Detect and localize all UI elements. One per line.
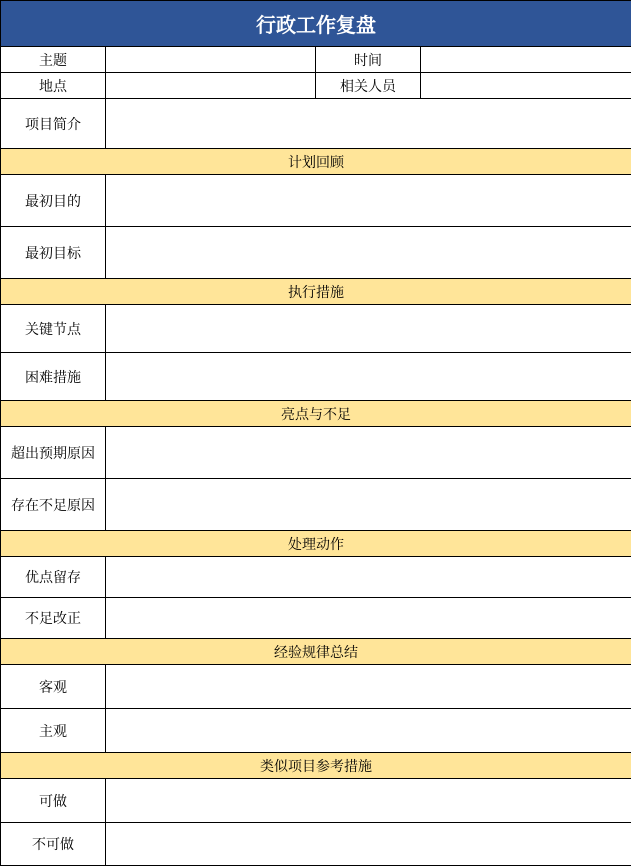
row-label-initial-goal: 最初目标 [1, 227, 106, 279]
intro-value-cell[interactable] [106, 99, 631, 149]
sheet-title: 行政工作复盘 [1, 1, 631, 47]
row-value-key-milestones[interactable] [106, 305, 631, 353]
time-value-cell[interactable] [421, 47, 631, 73]
row-value-exceed-reason[interactable] [106, 427, 631, 479]
row-value-shortfall-reason[interactable] [106, 479, 631, 531]
row-label-fix-weaknesses: 不足改正 [1, 598, 106, 639]
row-value-subjective[interactable] [106, 709, 631, 753]
time-label: 时间 [316, 47, 421, 73]
topic-label: 主题 [1, 47, 106, 73]
row-label-do: 可做 [1, 779, 106, 823]
row-value-difficulty-measures[interactable] [106, 353, 631, 401]
row-label-keep-strengths: 优点留存 [1, 557, 106, 598]
row-label-objective: 客观 [1, 665, 106, 709]
row-value-initial-goal[interactable] [106, 227, 631, 279]
section-header-execution: 执行措施 [1, 279, 631, 305]
row-label-difficulty-measures: 困难措施 [1, 353, 106, 401]
row-value-keep-strengths[interactable] [106, 557, 631, 598]
row-value-objective[interactable] [106, 665, 631, 709]
row-label-dont: 不可做 [1, 823, 106, 866]
people-value-cell[interactable] [421, 73, 631, 99]
row-label-subjective: 主观 [1, 709, 106, 753]
row-label-key-milestones: 关键节点 [1, 305, 106, 353]
row-value-dont[interactable] [106, 823, 631, 866]
row-label-exceed-reason: 超出预期原因 [1, 427, 106, 479]
section-header-plan-review: 计划回顾 [1, 149, 631, 175]
section-header-lessons: 经验规律总结 [1, 639, 631, 665]
section-header-actions: 处理动作 [1, 531, 631, 557]
location-label: 地点 [1, 73, 106, 99]
topic-value-cell[interactable] [106, 47, 316, 73]
row-value-initial-purpose[interactable] [106, 175, 631, 227]
people-label: 相关人员 [316, 73, 421, 99]
row-value-fix-weaknesses[interactable] [106, 598, 631, 639]
intro-label: 项目简介 [1, 99, 106, 149]
section-header-reference: 类似项目参考措施 [1, 753, 631, 779]
row-label-shortfall-reason: 存在不足原因 [1, 479, 106, 531]
location-value-cell[interactable] [106, 73, 316, 99]
section-header-highlights: 亮点与不足 [1, 401, 631, 427]
row-value-do[interactable] [106, 779, 631, 823]
row-label-initial-purpose: 最初目的 [1, 175, 106, 227]
